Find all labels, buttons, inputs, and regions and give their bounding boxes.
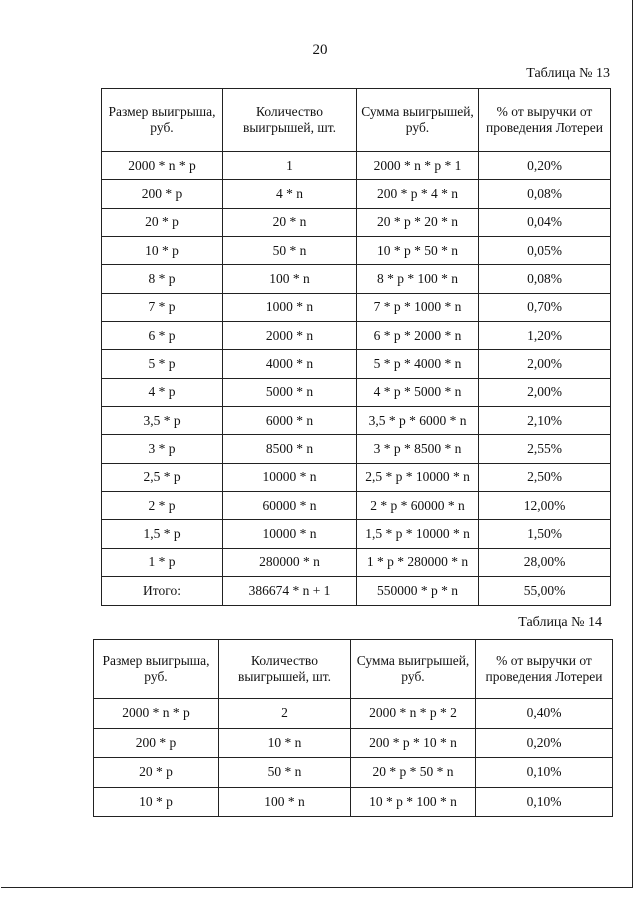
table-row (94, 699, 613, 729)
cell-prize-sum: 2,5 * p * 10000 * n (357, 463, 479, 491)
cell-prize-count: 2 (219, 699, 351, 729)
cell-prize-amount: 5 * p (102, 350, 223, 378)
cell-prize-sum: 2 * p * 60000 * n (357, 492, 479, 520)
table-row (102, 293, 611, 321)
cell-prize-count: 8500 * n (223, 435, 357, 463)
cell-revenue-percent: 0,20% (479, 152, 611, 180)
cell-prize-count: 5000 * n (223, 378, 357, 406)
cell-prize-sum: 3,5 * p * 6000 * n (357, 407, 479, 435)
header-prize-count: Количество выигрышей, шт. (223, 89, 357, 152)
table-13-label: Таблица № 13 (526, 66, 610, 81)
table-13 (101, 88, 611, 606)
cell-revenue-percent: 2,10% (479, 407, 611, 435)
cell-prize-count: 50 * n (223, 237, 357, 265)
cell-prize-sum: 1,5 * p * 10000 * n (357, 520, 479, 548)
cell-prize-count: 10 * n (219, 728, 351, 758)
cell-prize-amount: 2 * p (102, 492, 223, 520)
cell-prize-amount: Итого: (102, 577, 223, 605)
table-row (102, 180, 611, 208)
cell-prize-count: 6000 * n (223, 407, 357, 435)
cell-prize-sum: 10 * p * 100 * n (351, 787, 476, 817)
cell-prize-amount: 7 * p (102, 293, 223, 321)
cell-revenue-percent: 0,20% (476, 728, 613, 758)
cell-revenue-percent: 2,00% (479, 378, 611, 406)
cell-prize-count: 100 * n (219, 787, 351, 817)
cell-revenue-percent: 2,55% (479, 435, 611, 463)
table-row (102, 208, 611, 236)
table-row (102, 265, 611, 293)
cell-prize-sum: 2000 * n * p * 2 (351, 699, 476, 729)
table-row (102, 463, 611, 491)
cell-revenue-percent: 0,10% (476, 758, 613, 788)
cell-prize-amount: 4 * p (102, 378, 223, 406)
table-14-label: Таблица № 14 (518, 615, 602, 630)
header-prize-count: Количество выигрышей, шт. (219, 640, 351, 699)
cell-prize-count: 50 * n (219, 758, 351, 788)
cell-prize-amount: 3 * p (102, 435, 223, 463)
cell-prize-amount: 2,5 * p (102, 463, 223, 491)
table-14 (93, 639, 613, 817)
header-prize-amount: Размер выигрыша, руб. (102, 89, 223, 152)
cell-revenue-percent: 0,40% (476, 699, 613, 729)
table-row (102, 152, 611, 180)
cell-prize-sum: 5 * p * 4000 * n (357, 350, 479, 378)
cell-prize-sum: 1 * p * 280000 * n (357, 548, 479, 576)
cell-prize-sum: 6 * p * 2000 * n (357, 322, 479, 350)
cell-prize-sum: 8 * p * 100 * n (357, 265, 479, 293)
cell-prize-amount: 1,5 * p (102, 520, 223, 548)
cell-revenue-percent: 2,00% (479, 350, 611, 378)
table-row (102, 520, 611, 548)
cell-prize-count: 100 * n (223, 265, 357, 293)
cell-prize-sum: 7 * p * 1000 * n (357, 293, 479, 321)
cell-prize-sum: 3 * p * 8500 * n (357, 435, 479, 463)
cell-prize-amount: 10 * p (94, 787, 219, 817)
table-14-header-row (94, 640, 613, 699)
cell-prize-amount: 1 * p (102, 548, 223, 576)
table-13-header-row (102, 89, 611, 152)
cell-prize-amount: 8 * p (102, 265, 223, 293)
table-row (102, 492, 611, 520)
cell-prize-count: 1000 * n (223, 293, 357, 321)
cell-prize-count: 1 (223, 152, 357, 180)
table-14-body (94, 699, 613, 817)
cell-prize-amount: 6 * p (102, 322, 223, 350)
table-row (102, 435, 611, 463)
cell-revenue-percent: 12,00% (479, 492, 611, 520)
header-revenue-percent: % от выручки от проведения Лотереи (479, 89, 611, 152)
table-row (102, 378, 611, 406)
header-revenue-percent: % от выручки от проведения Лотереи (476, 640, 613, 699)
cell-prize-amount: 2000 * n * p (94, 699, 219, 729)
cell-revenue-percent: 0,08% (479, 180, 611, 208)
table-row (94, 787, 613, 817)
cell-prize-amount: 2000 * n * p (102, 152, 223, 180)
cell-revenue-percent: 2,50% (479, 463, 611, 491)
cell-prize-count: 280000 * n (223, 548, 357, 576)
cell-prize-amount: 3,5 * p (102, 407, 223, 435)
cell-prize-sum: 10 * p * 50 * n (357, 237, 479, 265)
table-row (102, 237, 611, 265)
cell-prize-amount: 200 * p (94, 728, 219, 758)
cell-revenue-percent: 1,20% (479, 322, 611, 350)
table-row (102, 407, 611, 435)
cell-prize-sum: 20 * p * 20 * n (357, 208, 479, 236)
cell-revenue-percent: 1,50% (479, 520, 611, 548)
cell-prize-sum: 2000 * n * p * 1 (357, 152, 479, 180)
cell-revenue-percent: 28,00% (479, 548, 611, 576)
cell-prize-count: 60000 * n (223, 492, 357, 520)
table-13-body (102, 152, 611, 606)
cell-revenue-percent: 0,70% (479, 293, 611, 321)
cell-prize-amount: 200 * p (102, 180, 223, 208)
cell-revenue-percent: 0,05% (479, 237, 611, 265)
cell-prize-sum: 4 * p * 5000 * n (357, 378, 479, 406)
table-row (102, 577, 611, 605)
cell-prize-amount: 10 * p (102, 237, 223, 265)
cell-prize-count: 2000 * n (223, 322, 357, 350)
cell-revenue-percent: 0,04% (479, 208, 611, 236)
table-row (102, 548, 611, 576)
cell-prize-count: 20 * n (223, 208, 357, 236)
cell-revenue-percent: 55,00% (479, 577, 611, 605)
cell-prize-sum: 550000 * p * n (357, 577, 479, 605)
cell-prize-sum: 200 * p * 10 * n (351, 728, 476, 758)
cell-prize-count: 10000 * n (223, 463, 357, 491)
cell-revenue-percent: 0,10% (476, 787, 613, 817)
page-number: 20 (312, 42, 328, 58)
cell-prize-sum: 200 * p * 4 * n (357, 180, 479, 208)
header-prize-sum: Сумма выигрышей, руб. (357, 89, 479, 152)
header-prize-amount: Размер выигрыша, руб. (94, 640, 219, 699)
table-row (102, 322, 611, 350)
cell-prize-amount: 20 * p (102, 208, 223, 236)
table-row (102, 350, 611, 378)
table-row (94, 728, 613, 758)
cell-prize-count: 10000 * n (223, 520, 357, 548)
cell-revenue-percent: 0,08% (479, 265, 611, 293)
cell-prize-amount: 20 * p (94, 758, 219, 788)
table-row (94, 758, 613, 788)
cell-prize-sum: 20 * p * 50 * n (351, 758, 476, 788)
cell-prize-count: 4000 * n (223, 350, 357, 378)
cell-prize-count: 386674 * n + 1 (223, 577, 357, 605)
cell-prize-count: 4 * n (223, 180, 357, 208)
header-prize-sum: Сумма выигрышей, руб. (351, 640, 476, 699)
